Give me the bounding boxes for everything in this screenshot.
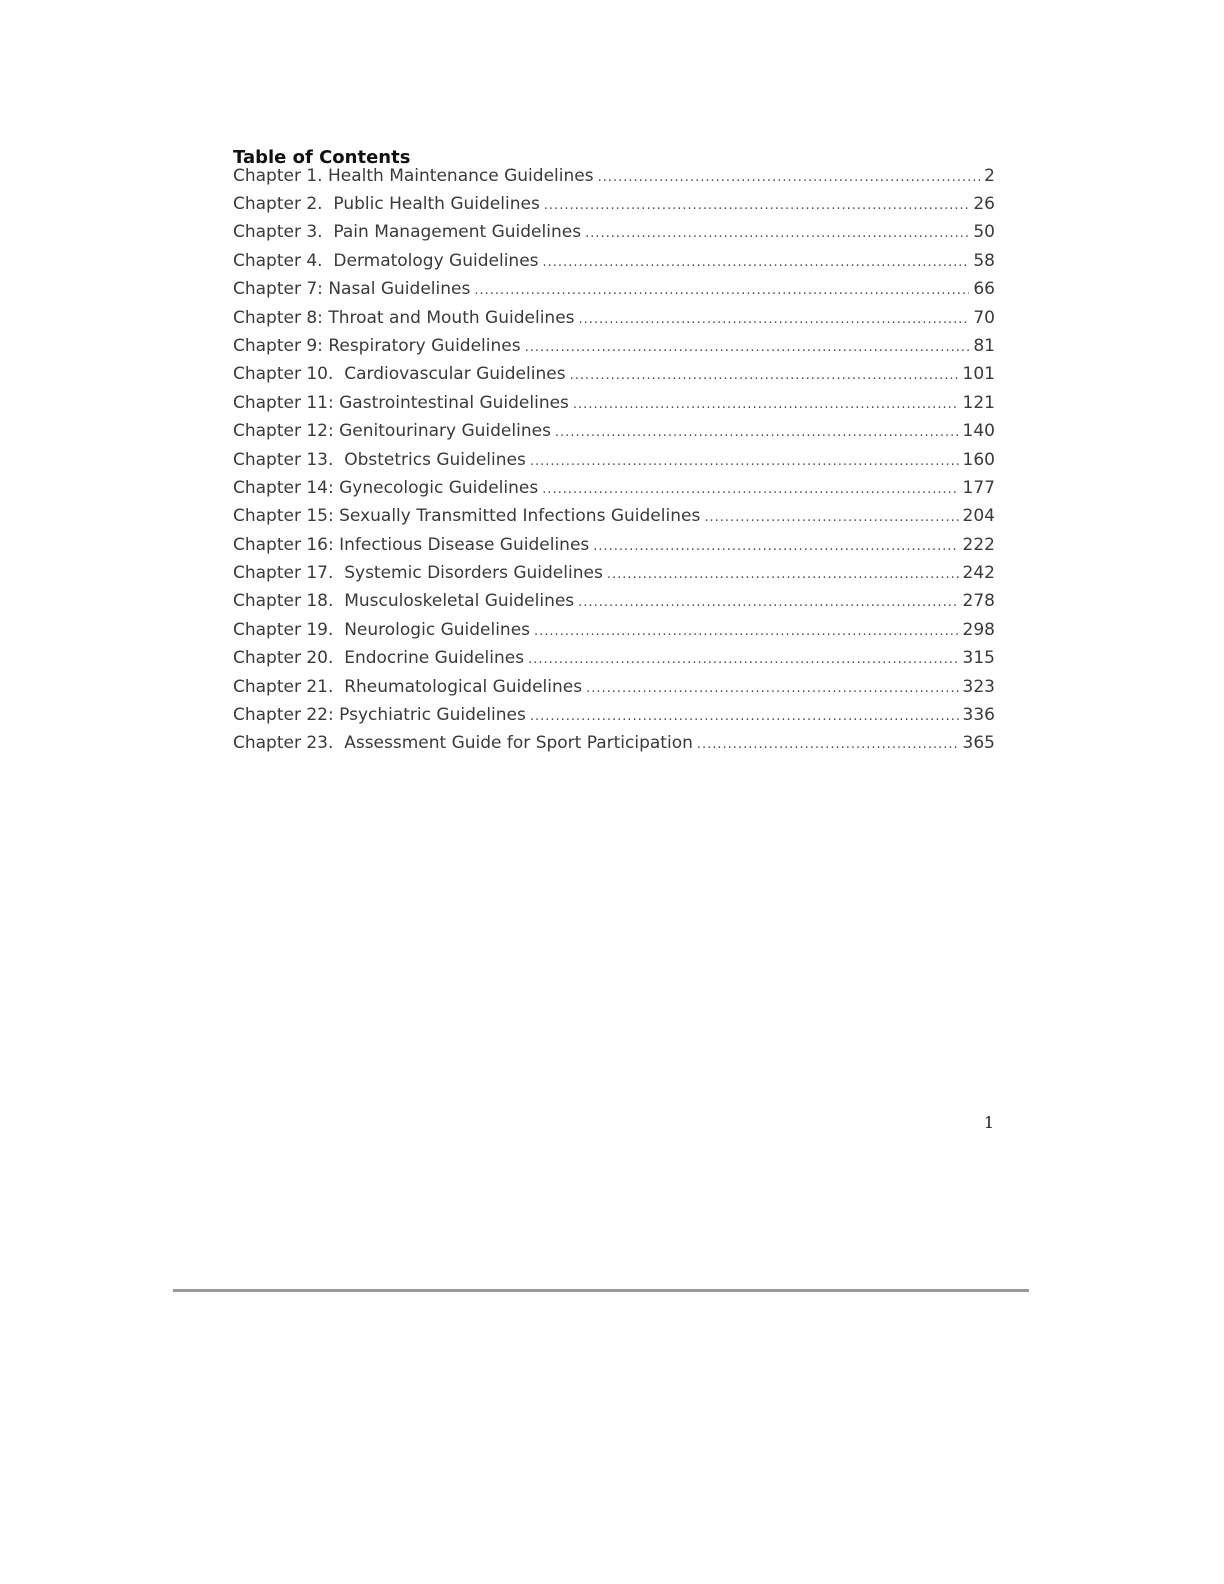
toc-entry-page: 121: [962, 392, 995, 413]
toc-entry-label: Chapter 12: Genitourinary Guidelines: [233, 421, 551, 442]
toc-leader-dots: [528, 652, 958, 667]
toc-entry-label: Chapter 10. Cardiovascular Guidelines: [233, 364, 566, 385]
toc-entry[interactable]: [233, 194, 995, 222]
toc-entry[interactable]: [233, 364, 995, 392]
toc-entry-label: Chapter 7: Nasal Guidelines: [233, 279, 471, 300]
toc-entry[interactable]: [233, 535, 995, 563]
toc-entry-label: Chapter 3. Pain Management Guidelines: [233, 222, 582, 243]
toc-entry-page: 315: [962, 648, 995, 669]
toc-entry-page: 101: [962, 364, 995, 385]
toc-entry-page: 2: [984, 166, 995, 186]
toc-leader-dots: [593, 539, 958, 554]
toc-entry[interactable]: [233, 705, 995, 733]
page-number: 1: [983, 1113, 994, 1132]
toc-entry-label: Chapter 16: Infectious Disease Guidelines: [233, 534, 590, 555]
toc-leader-dots: [570, 368, 959, 383]
toc-entry-label: Chapter 2. Public Health Guidelines: [233, 194, 540, 214]
toc-entry-label: Chapter 14: Gynecologic Guidelines: [233, 477, 539, 498]
toc-entry[interactable]: [233, 506, 995, 534]
toc-entry-page: 278: [962, 591, 995, 612]
toc-entry-label: Chapter 22: Psychiatric Guidelines: [233, 705, 526, 726]
toc-leader-dots: [525, 340, 970, 355]
toc-leader-dots: [704, 510, 958, 525]
toc-leader-dots: [544, 198, 970, 213]
toc-entry-label: Chapter 19. Neurologic Guidelines: [233, 619, 531, 640]
toc-entry-label: Chapter 4. Dermatology Guidelines: [233, 250, 539, 271]
toc-entry-label: Chapter 23. Assessment Guide for Sport Participation: [233, 733, 693, 754]
toc-leader-dots: [530, 709, 959, 724]
toc-entry-page: 204: [962, 506, 995, 527]
toc-entry-page: 242: [962, 563, 995, 584]
toc-entry-label: Chapter 9: Respiratory Guidelines: [233, 335, 521, 356]
toc-entry[interactable]: [233, 478, 995, 506]
toc-leader-dots: [573, 397, 959, 412]
toc-entry[interactable]: [233, 336, 995, 364]
toc-entry[interactable]: [233, 393, 995, 421]
toc-entry[interactable]: [233, 677, 995, 705]
toc-entry[interactable]: [233, 279, 995, 307]
toc-entry-label: Chapter 1. Health Maintenance Guidelines: [233, 166, 594, 186]
toc-leader-dots: [530, 454, 959, 469]
toc-entry-label: Chapter 20. Endocrine Guidelines: [233, 648, 525, 669]
toc-entry-page: 298: [962, 619, 995, 640]
toc-leader-dots: [607, 567, 959, 582]
toc-entry[interactable]: [233, 166, 995, 194]
toc-entry[interactable]: [233, 308, 995, 336]
toc-entry-page: 58: [973, 250, 995, 271]
toc-leader-dots: [578, 595, 958, 610]
toc-entry-label: Chapter 17. Systemic Disorders Guidelines: [233, 563, 603, 584]
toc-entry-label: Chapter 21. Rheumatological Guidelines: [233, 676, 583, 697]
toc-leader-dots: [697, 737, 959, 752]
toc-leader-dots: [474, 283, 969, 298]
toc-entry-page: 177: [962, 477, 995, 498]
toc-entry[interactable]: [233, 620, 995, 648]
toc-entry[interactable]: [233, 222, 995, 250]
toc-list: [233, 166, 995, 762]
toc-entry-page: 336: [962, 705, 995, 726]
toc-entry-page: 81: [973, 335, 995, 356]
toc-entry[interactable]: [233, 450, 995, 478]
toc-entry[interactable]: [233, 563, 995, 591]
toc-entry-label: Chapter 8: Throat and Mouth Guidelines: [233, 307, 575, 328]
toc-entry-label: Chapter 13. Obstetrics Guidelines: [233, 449, 526, 470]
toc-entry-label: Chapter 11: Gastrointestinal Guidelines: [233, 392, 569, 413]
table-of-contents: [233, 146, 995, 762]
toc-entry[interactable]: [233, 733, 995, 761]
page-divider: [173, 1289, 1029, 1292]
toc-entry-page: 50: [973, 222, 995, 243]
toc-leader-dots: [598, 170, 981, 185]
toc-entry-page: 26: [973, 194, 995, 214]
toc-leader-dots: [542, 482, 958, 497]
toc-entry-page: 222: [962, 534, 995, 555]
toc-entry-label: Chapter 18. Musculoskeletal Guidelines: [233, 591, 575, 612]
toc-entry-page: 160: [962, 449, 995, 470]
toc-entry[interactable]: [233, 648, 995, 676]
toc-entry-page: 66: [973, 279, 995, 300]
toc-leader-dots: [586, 681, 958, 696]
toc-leader-dots: [534, 624, 959, 639]
toc-leader-dots: [585, 226, 969, 241]
toc-entry[interactable]: [233, 251, 995, 279]
toc-entry[interactable]: [233, 591, 995, 619]
toc-entry-page: 323: [962, 676, 995, 697]
toc-leader-dots: [579, 312, 970, 327]
toc-entry-label: Chapter 15: Sexually Transmitted Infections Guidelines: [233, 506, 701, 527]
toc-entry[interactable]: [233, 421, 995, 449]
toc-entry-page: 365: [962, 733, 995, 754]
toc-entry-page: 70: [973, 307, 995, 328]
toc-leader-dots: [555, 425, 959, 440]
toc-leader-dots: [543, 255, 970, 270]
toc-entry-page: 140: [962, 421, 995, 442]
toc-title: Table of Contents: [233, 147, 411, 168]
